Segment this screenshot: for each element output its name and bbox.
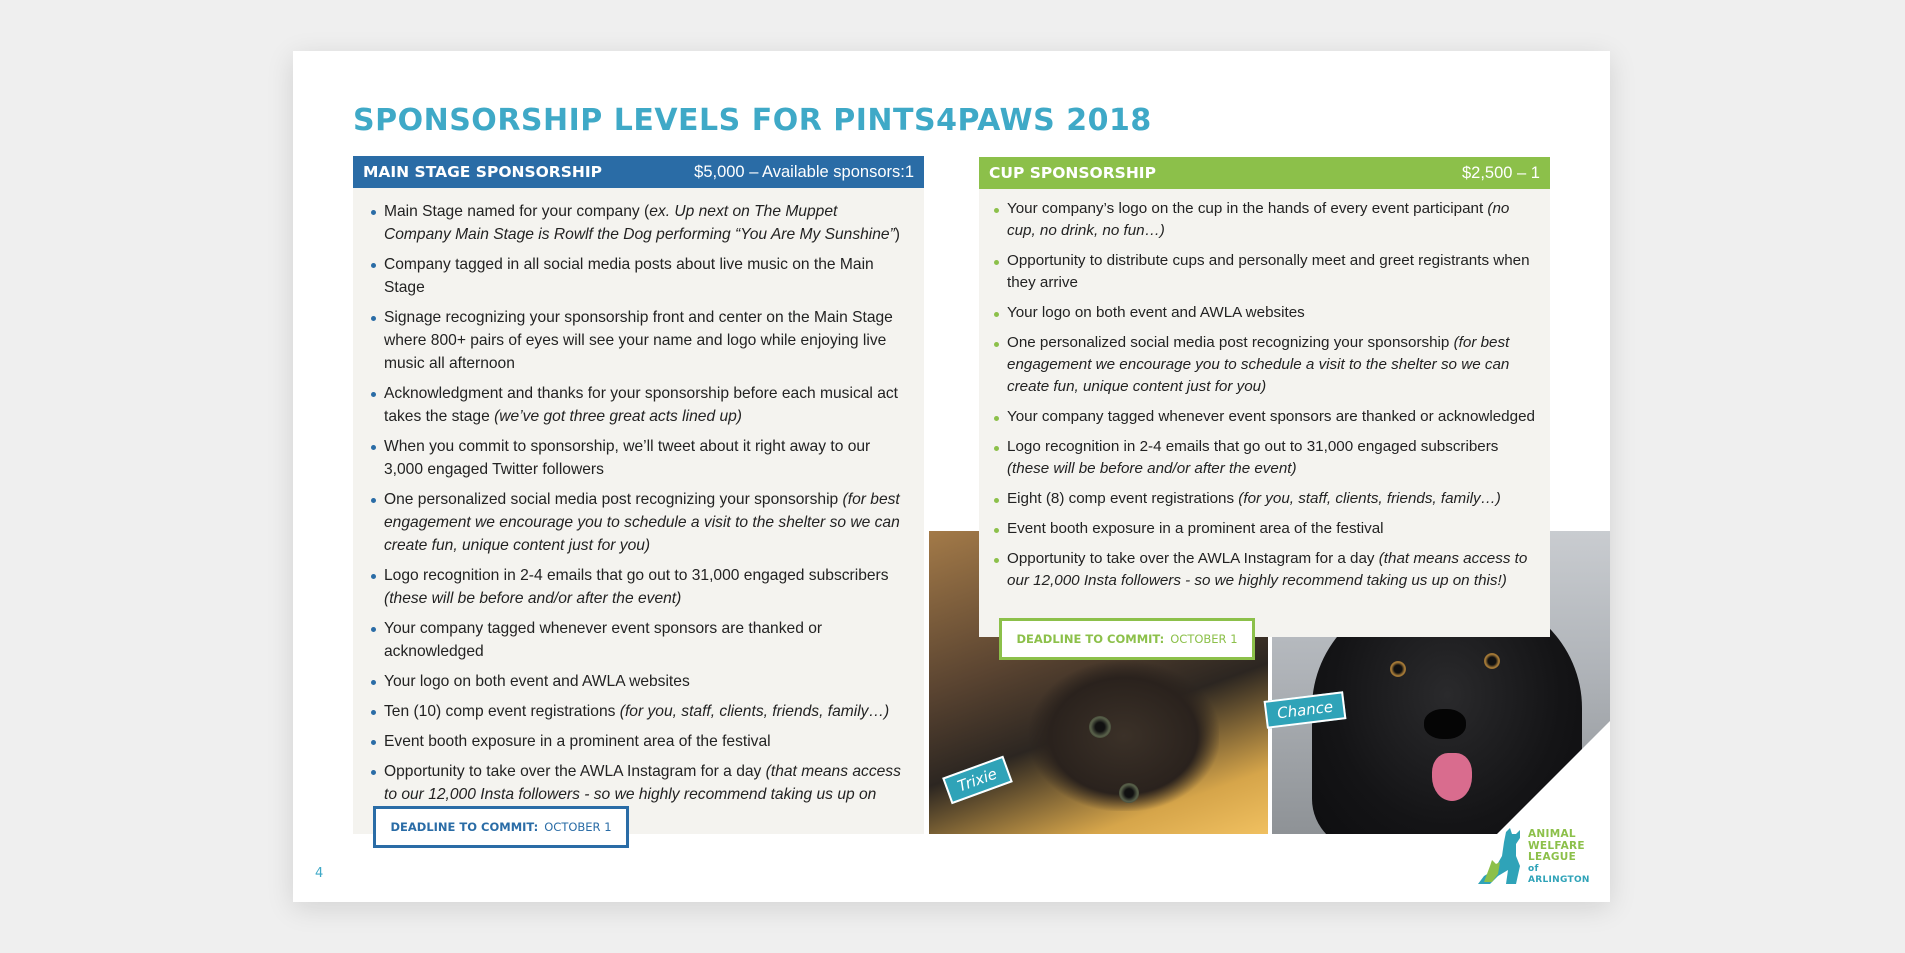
cat-eye-right bbox=[1119, 783, 1139, 803]
benefit-text: Your company’s logo on the cup in the hands of every event participant bbox=[1007, 200, 1488, 217]
main-stage-title: MAIN STAGE SPONSORSHIP bbox=[363, 163, 603, 181]
deadline-label: DEADLINE TO COMMIT: bbox=[1016, 632, 1165, 646]
benefit-note: (no cup, no drink, no fun…) bbox=[1007, 200, 1510, 239]
main-stage-benefits-list bbox=[371, 200, 906, 836]
benefit-note: (for you, staff, clients, friends, family…) bbox=[1238, 490, 1501, 507]
dog-eye-left bbox=[1390, 661, 1406, 677]
benefit-text: When you commit to sponsorship, we’ll tweet about it right away to our 3,000 engaged Twitter followers bbox=[384, 438, 871, 478]
benefit-item bbox=[371, 730, 906, 753]
benefit-text: Logo recognition in 2-4 emails that go out to 31,000 engaged subscribers bbox=[384, 567, 889, 584]
cup-header bbox=[979, 157, 1550, 189]
benefit-item bbox=[371, 200, 906, 246]
logo-line-4: of ARLINGTON bbox=[1528, 863, 1590, 885]
benefit-item bbox=[994, 406, 1539, 428]
benefit-note: (these will be before and/or after the event) bbox=[384, 590, 682, 607]
awla-logo bbox=[1476, 826, 1596, 888]
benefit-note: ex. Up next on The Muppet Company Main Stage is Rowlf the Dog performing “You Are My Sunshine” bbox=[384, 203, 895, 243]
benefit-text: Logo recognition in 2-4 emails that go out to 31,000 engaged subscribers bbox=[1007, 438, 1499, 455]
main-stage-deadline-box bbox=[373, 806, 629, 848]
benefit-text: Your company tagged whenever event sponsors are thanked or acknowledged bbox=[1007, 408, 1535, 425]
main-stage-panel bbox=[353, 156, 924, 834]
benefit-item bbox=[371, 670, 906, 693]
benefit-text: Event booth exposure in a prominent area of the festival bbox=[384, 733, 771, 750]
benefit-item bbox=[994, 488, 1539, 510]
benefit-text: Signage recognizing your sponsorship front and center on the Main Stage where 800+ pairs of eyes will see your name and logo while enjoying live music all afternoon bbox=[384, 309, 893, 372]
dog-eye-right bbox=[1484, 653, 1500, 669]
benefit-text: Event booth exposure in a prominent area of the festival bbox=[1007, 520, 1384, 537]
benefit-note: (for best engagement we encourage you to schedule a visit to the shelter so we can create fun, unique content just for you) bbox=[1007, 334, 1510, 395]
benefit-text: Your company tagged whenever event sponsors are thanked or acknowledged bbox=[384, 620, 823, 660]
cat-dog-silhouette-icon bbox=[1476, 826, 1526, 886]
benefit-text: One personalized social media post recognizing your sponsorship bbox=[384, 491, 843, 508]
benefit-text: Your logo on both event and AWLA websites bbox=[384, 673, 690, 690]
benefit-item bbox=[371, 700, 906, 723]
cup-panel bbox=[979, 157, 1550, 646]
benefit-text: Company tagged in all social media posts about live music on the Main Stage bbox=[384, 256, 874, 296]
benefit-item bbox=[994, 518, 1539, 540]
benefit-tail: ) bbox=[894, 226, 900, 243]
main-stage-price: $5,000 – Available sponsors:1 bbox=[694, 162, 914, 181]
page-title: SPONSORSHIP LEVELS FOR PINTS4PAWS 2018 bbox=[353, 103, 1152, 138]
cat-eye-left bbox=[1089, 716, 1111, 738]
brochure-page bbox=[293, 51, 1610, 902]
benefit-text: Main Stage named for your company ( bbox=[384, 203, 650, 220]
benefit-item bbox=[994, 302, 1539, 324]
deadline-date: OCTOBER 1 bbox=[1170, 632, 1238, 646]
benefit-text: Your logo on both event and AWLA websites bbox=[1007, 304, 1305, 321]
benefit-note: (these will be before and/or after the event) bbox=[1007, 460, 1297, 477]
benefit-text: Opportunity to take over the AWLA Instagram for a day bbox=[1007, 550, 1379, 567]
trixie-name-tag: Trixie bbox=[942, 756, 1012, 804]
benefit-note: (that means access to our 12,000 Insta followers - so we highly recommend taking us up on this!) bbox=[1007, 550, 1528, 589]
benefit-item bbox=[371, 617, 906, 663]
benefit-item bbox=[994, 332, 1539, 398]
benefit-item bbox=[371, 253, 906, 299]
deadline-label: DEADLINE TO COMMIT: bbox=[390, 820, 539, 834]
benefit-item bbox=[371, 306, 906, 375]
cup-benefits-list bbox=[994, 198, 1539, 600]
corner-fold bbox=[1494, 721, 1610, 837]
logo-text bbox=[1528, 829, 1588, 887]
benefit-item bbox=[994, 250, 1539, 294]
benefit-item bbox=[371, 564, 906, 610]
cup-price: $2,500 – 1 bbox=[1462, 163, 1540, 182]
logo-line-1: ANIMAL bbox=[1528, 828, 1576, 840]
logo-line-3: LEAGUE bbox=[1528, 851, 1577, 863]
benefit-note: (for you, staff, clients, friends, family…) bbox=[619, 703, 890, 720]
benefit-text: One personalized social media post recognizing your sponsorship bbox=[1007, 334, 1454, 351]
benefit-text: Eight (8) comp event registrations bbox=[1007, 490, 1239, 507]
benefit-item bbox=[371, 435, 906, 481]
benefit-item bbox=[994, 548, 1539, 592]
benefit-text: Ten (10) comp event registrations bbox=[384, 703, 620, 720]
logo-line-2: WELFARE bbox=[1528, 839, 1585, 852]
benefit-item bbox=[994, 198, 1539, 242]
benefit-text: Opportunity to take over the AWLA Instagram for a day bbox=[384, 763, 766, 780]
benefit-note: (that means access to our 12,000 Insta followers - so we highly recommend taking us up on bbox=[384, 763, 901, 803]
dog-tongue bbox=[1432, 753, 1472, 801]
benefit-item bbox=[371, 382, 906, 428]
deadline-date: OCTOBER 1 bbox=[544, 820, 612, 834]
cup-deadline-box bbox=[999, 618, 1255, 660]
cup-title: CUP SPONSORSHIP bbox=[989, 164, 1156, 182]
main-stage-header bbox=[353, 156, 924, 188]
benefit-item bbox=[994, 436, 1539, 480]
dog-nose bbox=[1424, 709, 1466, 739]
page-number: 4 bbox=[315, 866, 324, 881]
benefit-text: Acknowledgment and thanks for your sponsorship before each musical act takes the stage bbox=[384, 385, 899, 425]
benefit-note: (for best engagement we encourage you to schedule a visit to the shelter so we can create fun, unique content just for you) bbox=[384, 491, 900, 554]
chance-name-tag: Chance bbox=[1264, 691, 1347, 729]
benefit-text: Opportunity to distribute cups and personally meet and greet registrants when they arrive bbox=[1007, 252, 1530, 291]
benefit-item bbox=[371, 488, 906, 557]
benefit-note: (we’ve got three great acts lined up) bbox=[494, 408, 742, 425]
